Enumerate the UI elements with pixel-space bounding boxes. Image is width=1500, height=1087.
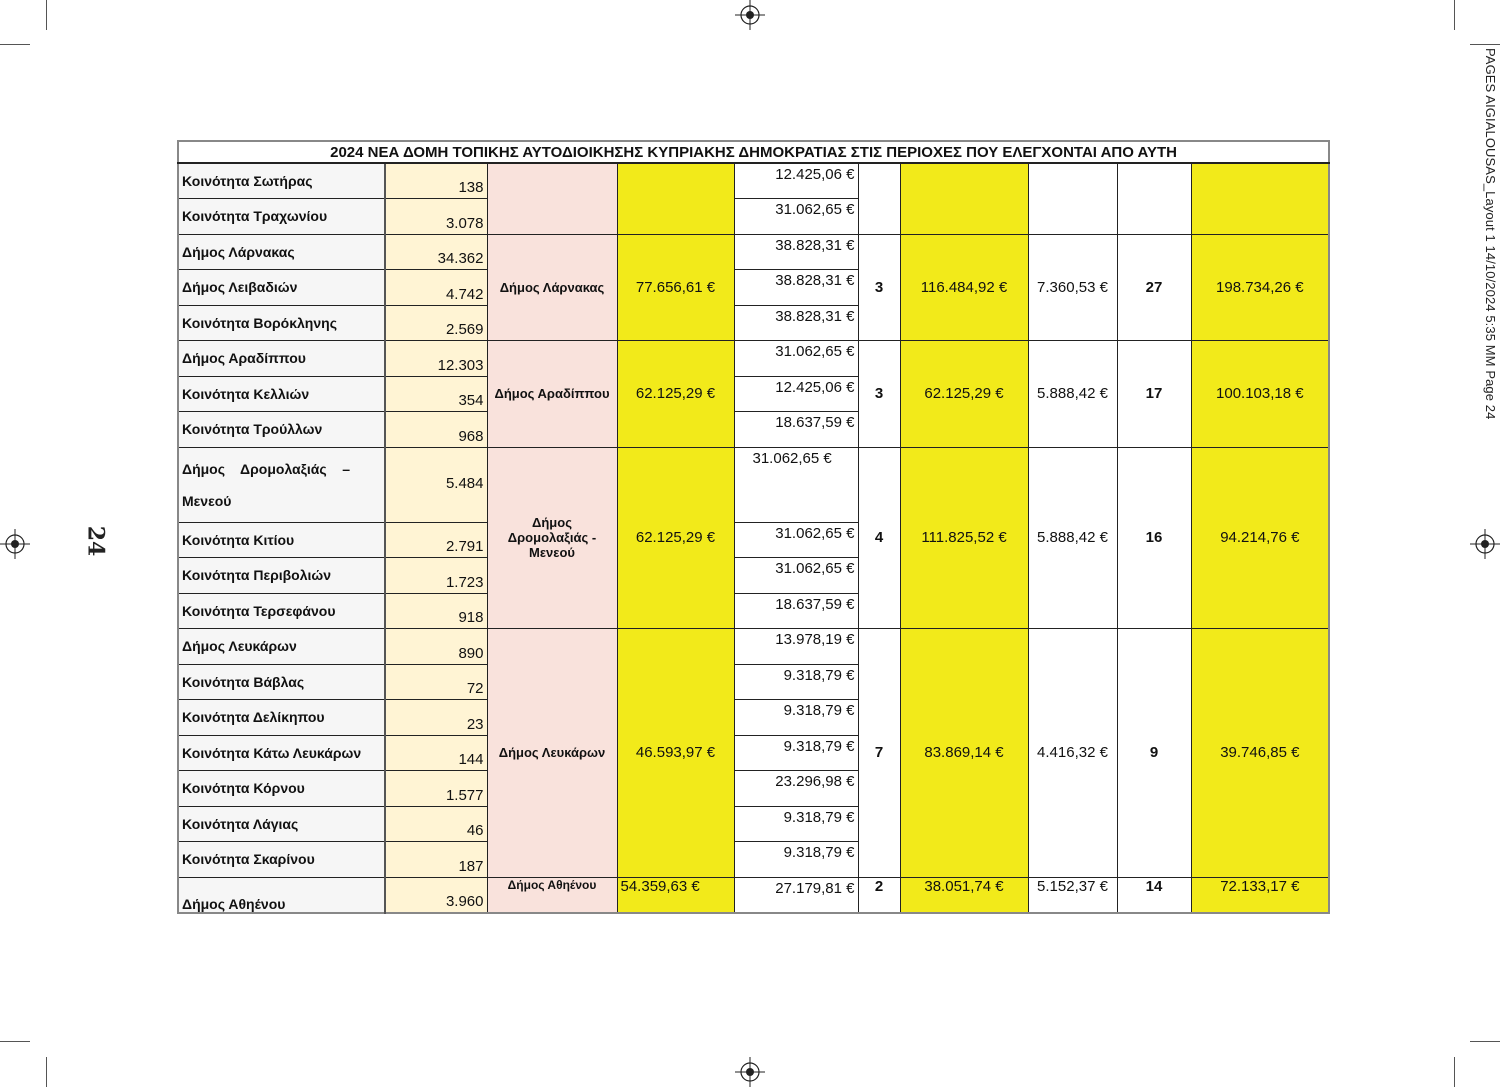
crop-mark [1454,0,1455,30]
print-slug: PAGES AIGIALOUSAS_Layout 1 14/10/2024 5:35 ΜΜ Page 24 [1483,48,1498,420]
white-value: 7.360,53 € [1028,234,1117,341]
population: 354 [385,376,487,412]
crop-mark [1454,1057,1455,1087]
community-name: Δήμος Αραδίππου [178,341,385,377]
crop-mark [0,1041,30,1042]
population: 1.723 [385,558,487,594]
amount: 31.062,65 € [734,447,858,522]
community-name: Κοινότητα Σωτήρας [178,163,385,199]
community-name-line1: Δήμος Δρομολαξιάς – [182,460,351,477]
population: 2.569 [385,305,487,341]
count-cell: 3 [858,341,900,448]
amount: 38.828,31 € [734,234,858,270]
count-cell [1117,163,1191,234]
table-title-row [178,141,1329,163]
population: 46 [385,806,487,842]
count-cell: 14 [1117,877,1191,913]
amount: 38.828,31 € [734,305,858,341]
registration-mark-icon [735,1057,765,1087]
community-name: Κοινότητα Βορόκληνης [178,305,385,341]
count-cell: 4 [858,447,900,629]
yellow-value: 38.051,74 € [900,877,1028,913]
population: 3.078 [385,199,487,235]
yellow-total: 100.103,18 € [1191,341,1329,448]
population: 72 [385,664,487,700]
yellow-value: 83.869,14 € [900,629,1028,878]
community-name: Κοινότητα Τερσεφάνου [178,593,385,629]
municipality-name: Δήμος Αθηένου [487,877,617,913]
page-number: 24 [82,525,109,557]
yellow-total [1191,163,1329,234]
amount: 18.637,59 € [734,412,858,448]
amount: 31.062,65 € [734,522,858,558]
municipality-total: 62.125,29 € [617,341,734,448]
population: 144 [385,735,487,771]
count-cell: 7 [858,629,900,878]
count-cell: 9 [1117,629,1191,878]
municipality-total: 54.359,63 € [617,877,734,913]
population: 5.484 [385,447,487,522]
count-cell: 16 [1117,447,1191,629]
table-row [178,447,1329,522]
yellow-total: 198.734,26 € [1191,234,1329,341]
crop-mark [0,44,30,45]
amount: 18.637,59 € [734,593,858,629]
community-name: Κοινότητα Βάβλας [178,664,385,700]
white-value: 4.416,32 € [1028,629,1117,878]
population: 138 [385,163,487,199]
registration-mark-icon [0,529,30,559]
amount: 38.828,31 € [734,270,858,306]
white-value: 5.888,42 € [1028,341,1117,448]
amount: 31.062,65 € [734,558,858,594]
community-name [178,447,385,522]
yellow-value [900,163,1028,234]
community-name: Κοινότητα Περιβολιών [178,558,385,594]
registration-mark-icon [735,0,765,30]
community-name: Κοινότητα Κόρνου [178,771,385,807]
amount: 27.179,81 € [734,877,858,913]
population: 34.362 [385,234,487,270]
count-cell: 27 [1117,234,1191,341]
population: 1.577 [385,771,487,807]
municipality-cell [487,163,617,234]
population: 23 [385,700,487,736]
table-row [178,163,1329,199]
municipality-total: 77.656,61 € [617,234,734,341]
community-name: Δήμος Λευκάρων [178,629,385,665]
table-title: 2024 ΝΕΑ ΔΟΜΗ ΤΟΠΙΚΗΣ ΑΥΤΟΔΙΟΙΚΗΣΗΣ ΚΥΠΡΙΑΚΗΣ ΔΗΜΟΚΡΑΤΙΑΣ ΣΤΙΣ ΠΕΡΙΟΧΕΣ ΠΟΥ ΕΛΕΓΧΟΝΤΑΙ ΑΠΟ ΑΥΤΗ [178,141,1329,163]
municipality-name: Δήμος Λάρνακας [487,234,617,341]
amount: 9.318,79 € [734,806,858,842]
amount: 9.318,79 € [734,842,858,878]
table-row [178,341,1329,377]
community-name: Κοινότητα Τρούλλων [178,412,385,448]
yellow-value: 111.825,52 € [900,447,1028,629]
community-name: Κοινότητα Δελίκηπου [178,700,385,736]
municipality-name: Δήμος Αραδίππου [487,341,617,448]
yellow-total: 72.133,17 € [1191,877,1329,913]
municipality-total: 46.593,97 € [617,629,734,878]
crop-mark [46,1057,47,1087]
amount: 12.425,06 € [734,163,858,199]
community-name: Κοινότητα Τραχωνίου [178,199,385,235]
table-row [178,234,1329,270]
community-name: Κοινότητα Κάτω Λευκάρων [178,735,385,771]
count-cell: 3 [858,234,900,341]
population: 3.960 [385,877,487,913]
amount: 9.318,79 € [734,735,858,771]
amount: 13.978,19 € [734,629,858,665]
community-name: Κοινότητα Κελλιών [178,376,385,412]
yellow-total: 39.746,85 € [1191,629,1329,878]
population: 4.742 [385,270,487,306]
community-name: Δήμος Αθηένου [178,877,385,913]
population: 918 [385,593,487,629]
community-name: Κοινότητα Σκαρίνου [178,842,385,878]
white-value: 5.152,37 € [1028,877,1117,913]
amount: 12.425,06 € [734,376,858,412]
count-cell [858,163,900,234]
population: 2.791 [385,522,487,558]
municipality-name: Δήμος Λευκάρων [487,629,617,878]
municipality-total: 62.125,29 € [617,447,734,629]
table-row [178,877,1329,913]
community-name-line2: Μενεού [182,492,232,509]
crop-mark [1470,1041,1500,1042]
population: 187 [385,842,487,878]
registration-mark-icon [1470,529,1500,559]
amount: 9.318,79 € [734,700,858,736]
population: 12.303 [385,341,487,377]
local-government-table [177,140,1330,914]
count-cell: 2 [858,877,900,913]
white-value [1028,163,1117,234]
population: 968 [385,412,487,448]
crop-mark [1470,44,1500,45]
community-name: Κοινότητα Κιτίου [178,522,385,558]
community-name: Κοινότητα Λάγιας [178,806,385,842]
white-value: 5.888,42 € [1028,447,1117,629]
count-cell: 17 [1117,341,1191,448]
yellow-total: 94.214,76 € [1191,447,1329,629]
table-row [178,629,1329,665]
municipality-total [617,163,734,234]
community-name: Δήμος Λάρνακας [178,234,385,270]
population: 890 [385,629,487,665]
amount: 31.062,65 € [734,341,858,377]
municipality-name: Δήμος Δρομολαξιάς - Μενεού [487,447,617,629]
community-name: Δήμος Λειβαδιών [178,270,385,306]
yellow-value: 116.484,92 € [900,234,1028,341]
amount: 9.318,79 € [734,664,858,700]
yellow-value: 62.125,29 € [900,341,1028,448]
crop-mark [46,0,47,30]
amount: 31.062,65 € [734,199,858,235]
amount: 23.296,98 € [734,771,858,807]
